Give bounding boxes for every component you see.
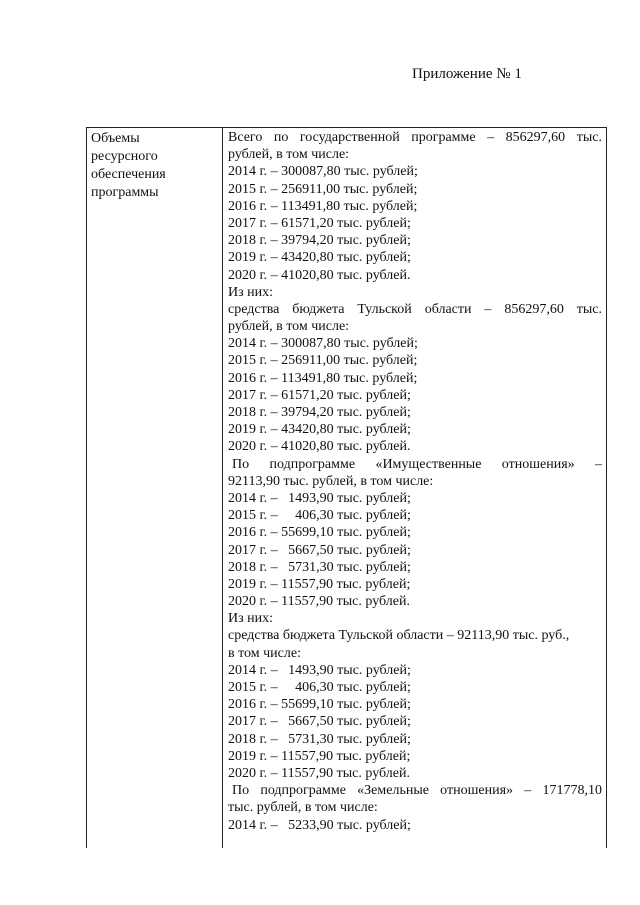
total-line-1 <box>228 129 602 146</box>
word: отношения» <box>440 783 514 799</box>
budget1-line-1 <box>228 301 602 318</box>
word: По <box>232 783 250 799</box>
budget2-year-line: 2016 г. – 55699,10 тыс. рублей; <box>228 697 411 713</box>
left-heading-line: программы <box>91 185 159 200</box>
word: – <box>595 456 602 472</box>
total-year-line: 2018 г. – 39794,20 тыс. рублей; <box>228 233 411 249</box>
budget2-line-1: средства бюджета Тульской области – 92113,90 тыс. руб., <box>228 628 570 644</box>
budget2-year-line: 2020 г. – 11557,90 тыс. рублей. <box>228 765 410 781</box>
budget1-year-line: 2017 г. – 61571,20 тыс. рублей; <box>228 387 411 403</box>
word: Тульской <box>357 301 412 317</box>
total-year-line: 2016 г. – 113491,80 тыс. рублей; <box>228 198 418 214</box>
word: подпрограмме <box>269 456 356 472</box>
sub1-year-line: 2019 г. – 11557,90 тыс. рублей; <box>228 576 411 592</box>
budget2-year-line: 2014 г. – 1493,90 тыс. рублей; <box>228 662 411 678</box>
budget1-year-line: 2014 г. – 300087,80 тыс. рублей; <box>228 336 418 352</box>
left-heading-cell <box>87 128 223 848</box>
word: государственной <box>299 130 400 145</box>
budget1-year-line: 2016 г. – 113491,80 тыс. рублей; <box>228 370 418 386</box>
resource-table <box>86 127 607 848</box>
sub1-year-line: 2017 г. – 5667,50 тыс. рублей; <box>228 542 411 558</box>
word: 171778,10 <box>542 783 602 799</box>
total-year-line: 2014 г. – 300087,80 тыс. рублей; <box>228 164 418 180</box>
total-year-line: 2015 г. – 256911,00 тыс. рублей; <box>228 181 418 197</box>
word: «Земельные <box>357 783 429 799</box>
budget1-year-line: 2020 г. – 41020,80 тыс. рублей. <box>228 439 411 455</box>
word: Всего <box>228 130 263 145</box>
sub1-year-line: 2014 г. – 1493,90 тыс. рублей; <box>228 490 411 506</box>
budget2-line-2: в том числе: <box>228 645 301 661</box>
total-year-line: 2020 г. – 41020,80 тыс. рублей. <box>228 267 411 283</box>
left-heading-line: Объемы <box>91 131 140 146</box>
total-line-2: рублей, в том числе: <box>228 147 350 163</box>
sub1-year-line: 2016 г. – 55699,10 тыс. рублей; <box>228 525 411 541</box>
budget1-year-line: 2019 г. – 43420,80 тыс. рублей; <box>228 422 411 438</box>
word: бюджета <box>292 301 345 317</box>
sub1-year-line: 2020 г. – 11557,90 тыс. рублей. <box>228 594 410 610</box>
word: по <box>273 130 289 145</box>
word: подпрограмме <box>260 783 346 799</box>
word: области <box>424 301 472 317</box>
sub1-line-1 <box>228 456 602 473</box>
word: 856297,60 <box>505 130 566 145</box>
budget1-line-2: рублей, в том числе: <box>228 319 350 335</box>
left-heading-line: ресурсного <box>91 149 158 164</box>
word: – <box>524 783 532 799</box>
sub2-year-line: 2014 г. – 5233,90 тыс. рублей; <box>228 817 411 833</box>
word: «Имущественные <box>375 456 482 472</box>
sub1-year-line: 2018 г. – 5731,30 тыс. рублей; <box>228 559 411 575</box>
word: – <box>487 130 495 145</box>
word: – <box>484 301 492 317</box>
left-heading-line: обеспечения <box>91 167 166 182</box>
of-them-label: Из них: <box>228 284 274 300</box>
word: По <box>232 456 250 472</box>
budget2-year-line: 2019 г. – 11557,90 тыс. рублей; <box>228 748 411 764</box>
sub1-year-line: 2015 г. – 406,30 тыс. рублей; <box>228 508 411 524</box>
word: 856297,60 <box>504 301 564 317</box>
budget2-year-line: 2015 г. – 406,30 тыс. рублей; <box>228 680 411 695</box>
budget2-year-line: 2017 г. – 5667,50 тыс. рублей; <box>228 714 411 730</box>
total-year-line: 2017 г. – 61571,20 тыс. рублей; <box>228 215 411 231</box>
word: средства <box>228 301 280 317</box>
word: тыс. <box>576 130 602 145</box>
sub2-line-2: тыс. рублей, в том числе: <box>228 800 378 816</box>
appendix-label: Приложение № 1 <box>412 66 522 82</box>
right-content-cell <box>224 128 606 834</box>
budget1-year-line: 2015 г. – 256911,00 тыс. рублей; <box>228 353 418 369</box>
sub1-line-2: 92113,90 тыс. рублей, в том числе: <box>228 473 434 489</box>
total-year-line: 2019 г. – 43420,80 тыс. рублей; <box>228 250 411 266</box>
word: отношения» <box>501 456 575 472</box>
budget2-year-line: 2018 г. – 5731,30 тыс. рублей; <box>228 731 411 747</box>
word: программе <box>411 130 476 145</box>
of-them-label: Из них: <box>228 611 274 627</box>
sub2-line-1 <box>228 782 602 799</box>
budget1-year-line: 2018 г. – 39794,20 тыс. рублей; <box>228 405 411 420</box>
word: тыс. <box>576 301 602 317</box>
